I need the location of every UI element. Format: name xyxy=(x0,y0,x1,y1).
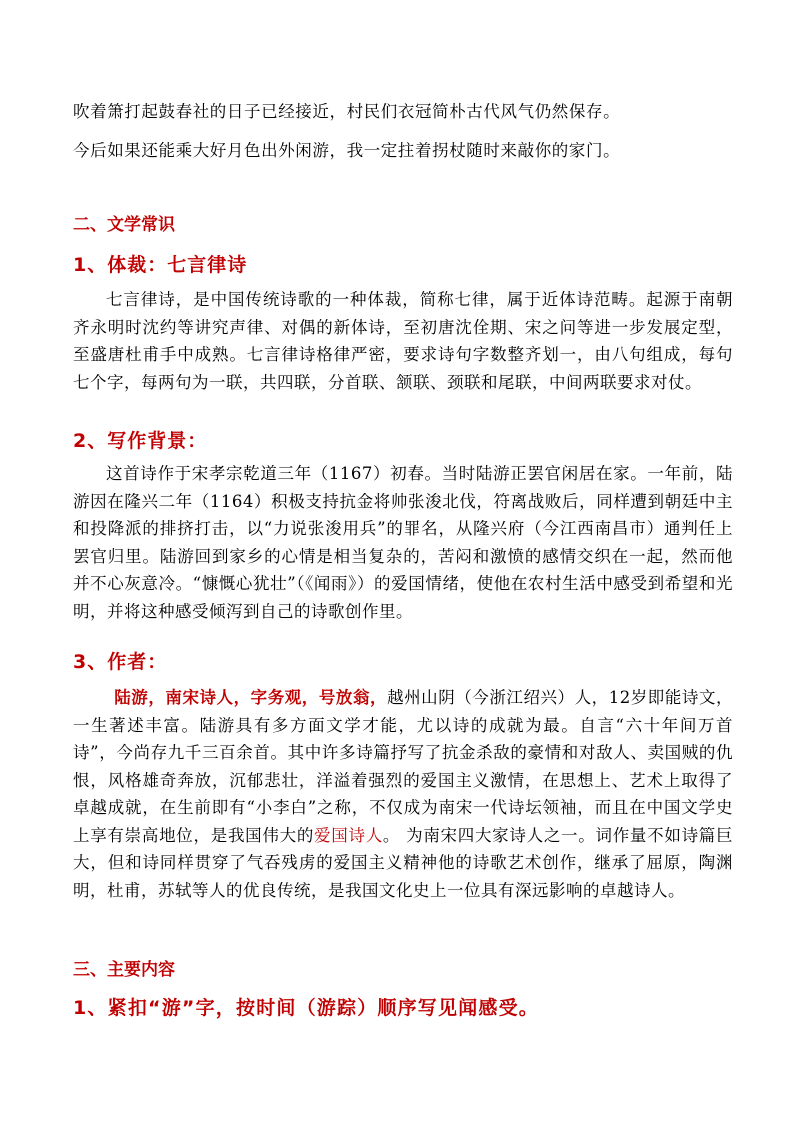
section-heading-main-content: 三、主要内容 xyxy=(73,960,175,980)
background-heading: 2、写作背景： xyxy=(73,430,208,452)
background-paragraph xyxy=(73,460,733,625)
author-highlight-2: 爱国诗人 xyxy=(314,825,383,845)
author-highlight: 陆游，南宋诗人，字务观，号放翁， xyxy=(114,688,388,707)
author-paragraph xyxy=(73,684,733,904)
author-heading: 3、作者： xyxy=(73,651,168,673)
genre-heading: 1、体裁：七言律诗 xyxy=(73,254,248,276)
intro-line-1: 吹着箫打起鼓春社的日子已经接近，村民们衣冠简朴古代风气仍然保存。 xyxy=(73,102,621,121)
background-text: 这首诗作于宋孝宗乾道三年（1167）初春。当时陆游正罢官闲居在家。一年前，陆游因在隆兴二年（1164）积极支持抗金将帅张浚北伐，符离战败后，同样遭到朝廷中主和投降派的排挤打击，以“力说张浚用兵”的罪名，从隆兴府（今江西南昌市）通判任上罢官归里。陆游回到家乡的心情是相当复杂的，苦闷和激愤的感情交织在一起，然而他并不心灰意冷。“慷慨心犹壮”（《闻雨》）的爱国情绪，使他在农村生活中感受到希望和光明，并将这种感受倾泻到自己的诗歌创作里。 xyxy=(73,464,733,621)
genre-text: 七言律诗，是中国传统诗歌的一种体裁，简称七律，属于近体诗范畴。起源于南朝齐永明时沈约等讲究声律、对偶的新体诗，至初唐沈佺期、宋之问等进一步发展定型，至盛唐杜甫手中成熟。七言律诗格律严密，要求诗句字数整齐划一，由八句组成，每句七个字，每两句为一联，共四联，分首联、颔联、颈联和尾联，中间两联要求对仗。 xyxy=(73,290,733,392)
intro-line-2: 今后如果还能乘大好月色出外闲游，我一定拄着拐杖随时来敲你的家门。 xyxy=(73,141,621,160)
author-text-b: 。 为南宋四大家诗人之一。词作量不如诗篇巨大，但和诗同样贯穿了气吞残虏的爱国主义精神他的诗歌艺术创作，继承了屈原，陶渊明，杜甫，苏轼等人的优良传统，是我国文化史上一位具有深远影响的卓越诗人。 xyxy=(73,825,734,900)
genre-paragraph xyxy=(73,286,733,396)
main-content-point-1: 1、紧扣“游”字，按时间（游踪）顺序写见闻感受。 xyxy=(73,997,539,1019)
section-heading-literary-knowledge: 二、文学常识 xyxy=(73,215,175,235)
author-text-a: 越州山阴（今浙江绍兴）人，12岁即能诗文，一生著述丰富。陆游具有多方面文学才能，尤以诗的成就为最。自言“六十年间万首诗”，今尚存九千三百余首。其中许多诗篇抒写了抗金杀敌的豪情和对敌人、卖国贼的仇恨，风格雄奇奔放，沉郁悲壮，洋溢着强烈的爱国主义激情，在思想上、艺术上取得了卓越成就，在生前即有“小李白”之称，不仅成为南宋一代诗坛领袖，而且在中国文学史上享有崇高地位，是我国伟大的 xyxy=(73,688,734,845)
